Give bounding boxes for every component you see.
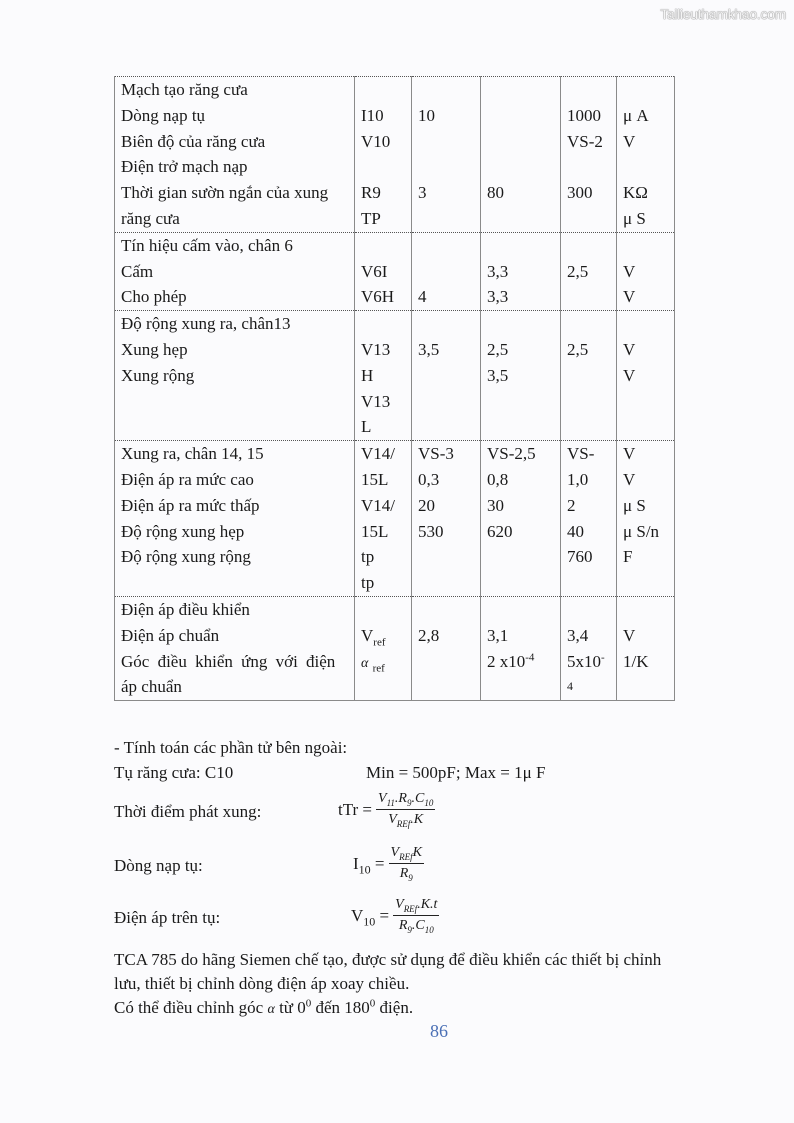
cell-line: 3,1: [487, 625, 509, 645]
cell-line: 2 $x10^{-4}$: [487, 650, 535, 671]
cell-line: V: [623, 261, 636, 281]
cell-line: Dòng nạp tụ: [121, 105, 206, 125]
formula-lhs: $I_{10}$ =: [353, 853, 385, 876]
max-cell: [561, 77, 617, 233]
table-row: [115, 232, 675, 310]
cell-line: V10: [361, 131, 391, 151]
cell-line: I10: [361, 105, 384, 125]
table-row: [115, 441, 675, 597]
formula-i10: [353, 844, 424, 883]
cell-line: 15L: [361, 521, 389, 541]
cell-line: 30: [487, 495, 504, 515]
cell-line: 3,3: [487, 261, 509, 281]
cell-line: V: [623, 365, 636, 385]
param-cell: [115, 596, 355, 700]
unit-cell: [617, 596, 675, 700]
vref-symbol: $V_{ref}$: [361, 625, 386, 649]
cell-line: Xung hẹp: [121, 339, 188, 359]
calc-heading: - Tính toán các phần tử bên ngoài:: [114, 738, 348, 757]
cell-line: 4: [418, 287, 427, 307]
max-cell: [561, 311, 617, 441]
cell-line: V13: [361, 339, 391, 359]
max-cell: [561, 441, 617, 597]
symbol-cell: [355, 311, 412, 441]
cell-line: H: [361, 365, 374, 385]
cell-line: Độ rộng xung rộng: [121, 547, 251, 567]
cell-line: μ S: [623, 208, 646, 228]
watermark: Tailieuthamkhao.com: [660, 6, 786, 22]
symbol-cell: [355, 77, 412, 233]
param-cell: [115, 232, 355, 310]
symbol-cell: [355, 441, 412, 597]
table-row: [115, 596, 675, 700]
unit-cell: [617, 232, 675, 310]
cell-line: 3,4: [567, 625, 589, 645]
cell-line: Độ rộng xung hẹp: [121, 521, 245, 541]
param-cell: [115, 77, 355, 233]
cell-line: KΩ: [623, 183, 648, 203]
cell-line: Điện áp điều khiển: [121, 599, 250, 619]
cell-line: 3,3: [487, 287, 509, 307]
cell-line: 5x10-: [567, 650, 605, 671]
cell-line: V6H: [361, 287, 395, 307]
cell-line: Xung rộng: [121, 365, 195, 385]
cell-line: 2,8: [418, 625, 440, 645]
paragraph-line: lưu, thiết bị chỉnh dòng điện áp xoay chiều.: [114, 974, 410, 993]
symbol-cell: [355, 232, 412, 310]
capacitor-label: Tụ răng cưa: C10: [114, 763, 234, 782]
cell-line: Thời gian sườn ngắn của xung: [121, 183, 329, 203]
cell-line: Điện áp chuẩn: [121, 625, 220, 645]
typ-cell: [481, 441, 561, 597]
cell-line: 80: [487, 183, 504, 203]
formula-ttr: [338, 790, 435, 829]
cell-line: tp: [361, 547, 375, 567]
unit-cell: [617, 77, 675, 233]
cell-line: 4: [567, 679, 573, 694]
cell-line: μ S/n: [623, 521, 660, 541]
cell-line: 1,0: [567, 469, 589, 489]
cell-line: V: [623, 444, 636, 464]
cell-line: răng cưa: [121, 208, 180, 228]
formula-v10: [351, 896, 439, 935]
cell-line: 530: [418, 521, 444, 541]
unit-cell: [617, 441, 675, 597]
fraction: $\frac{V_{11}.R_9.C_{10}}{V_{REf}.K}$: [378, 791, 434, 829]
formula-lhs: $V_{10}$ =: [351, 905, 390, 928]
paragraph-line: Có thể điều chỉnh góc α từ $0^0$ đến $180^0$ điện.: [114, 997, 414, 1017]
cell-line: VS-3: [418, 444, 454, 464]
min-cell: [412, 232, 481, 310]
cell-line: 3,5: [487, 365, 509, 385]
fraction: $\frac{V_{REf}K}{R_9}$: [390, 845, 422, 883]
cell-line: 3: [418, 183, 427, 203]
min-cell: [412, 77, 481, 233]
fraction: $\frac{V_{REf}.K.t}{R_9.C_{10}}$: [395, 897, 438, 935]
symbol-cell: [355, 596, 412, 700]
cell-line: 2,5: [567, 261, 589, 281]
formula2-label: Dòng nạp tụ:: [114, 856, 203, 875]
typ-cell: [481, 596, 561, 700]
cell-line: 0,3: [418, 469, 440, 489]
cell-line: 2: [567, 495, 576, 515]
cell-line: L: [361, 417, 372, 437]
cell-line: R9: [361, 183, 381, 203]
min-cell: [412, 311, 481, 441]
cell-line: tp: [361, 573, 375, 593]
cell-line: TP: [361, 208, 381, 228]
cell-line: 1/K: [623, 651, 649, 671]
cell-line: V: [623, 287, 636, 307]
cell-line: Điện trở mạch nạp: [121, 157, 248, 177]
typ-cell: [481, 77, 561, 233]
cell-line: 20: [418, 495, 435, 515]
cell-line: V: [623, 625, 636, 645]
cell-line: Biên độ của răng cưa: [121, 131, 266, 151]
alpha-ref-symbol: α $_{ref}$: [361, 655, 385, 674]
table-row: [115, 311, 675, 441]
capacitor-range: Min = 500pF; Max = 1μ F: [366, 763, 546, 782]
typ-cell: [481, 311, 561, 441]
cell-line: V: [623, 339, 636, 359]
cell-line: Góc điều khiển ứng với điện: [121, 651, 336, 671]
cell-line: 620: [487, 521, 513, 541]
paragraph-line: TCA 785 do hãng Siemen chế tạo, được sử dụng để điều khiển các thiết bị chỉnh: [114, 950, 662, 969]
cell-line: 2,5: [567, 339, 589, 359]
cell-line: F: [623, 547, 633, 567]
formula-lhs: tTr =: [338, 799, 373, 819]
min-cell: [412, 596, 481, 700]
cell-line: 15L: [361, 469, 389, 489]
page-number: 86: [430, 1021, 448, 1041]
max-cell: [561, 232, 617, 310]
unit-cell: [617, 311, 675, 441]
cell-line: V13: [361, 391, 391, 411]
table-row: [115, 77, 675, 233]
cell-line: VS-2: [567, 131, 603, 151]
cell-line: Cho phép: [121, 287, 187, 307]
cell-line: 40: [567, 521, 584, 541]
cell-line: 10: [418, 105, 435, 125]
cell-line: Mạch tạo răng cưa: [121, 80, 248, 99]
cell-line: Xung ra, chân 14, 15: [121, 444, 264, 464]
cell-line: 2,5: [487, 339, 509, 359]
cell-line: 1000: [567, 105, 601, 125]
cell-line: VS-: [567, 444, 595, 464]
max-cell: [561, 596, 617, 700]
min-cell: [412, 441, 481, 597]
typ-cell: [481, 232, 561, 310]
cell-line: 3,5: [418, 339, 440, 359]
cell-line: áp chuẩn: [121, 677, 182, 697]
param-cell: [115, 311, 355, 441]
cell-line: V14/: [361, 495, 395, 515]
cell-line: V: [623, 131, 636, 151]
cell-line: Độ rộng xung ra, chân13: [121, 314, 291, 334]
formula3-label: Điện áp trên tụ:: [114, 908, 221, 927]
cell-line: Tín hiệu cấm vào, chân 6: [121, 235, 293, 255]
cell-line: Điện áp ra mức thấp: [121, 495, 260, 515]
cell-line: 0,8: [487, 469, 509, 489]
cell-line: μ A: [623, 105, 649, 125]
cell-line: VS-2,5: [487, 444, 536, 464]
cell-line: 760: [567, 547, 593, 567]
spec-table: [114, 76, 675, 701]
param-cell: [115, 441, 355, 597]
cell-line: Điện áp ra mức cao: [121, 469, 254, 489]
cell-line: V: [623, 469, 636, 489]
cell-line: Cấm: [121, 261, 154, 281]
cell-line: 300: [567, 183, 593, 203]
cell-line: V6I: [361, 261, 388, 281]
cell-line: μ S: [623, 495, 646, 515]
cell-line: V14/: [361, 444, 395, 464]
formula1-label: Thời điểm phát xung:: [114, 802, 262, 821]
